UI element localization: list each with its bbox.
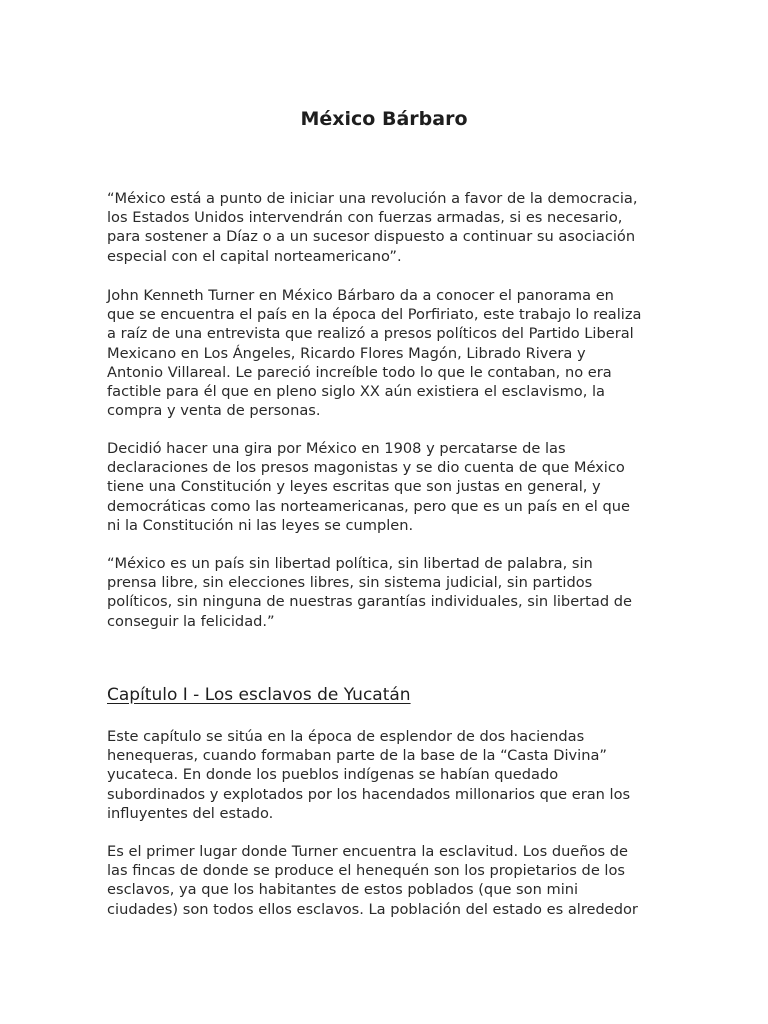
document-title: México Bárbaro bbox=[300, 108, 468, 130]
chapter-heading: Capítulo I - Los esclavos de Yucatán bbox=[107, 685, 411, 705]
paragraph-chapter-slavery: Es el primer lugar donde Turner encuentra la esclavitud. Los dueños de las fincas de donde se produce el henequén son los propietarios de los esclavos, ya que los habitantes de estos poblados (que son mini ciudades) son todos ellos esclavos. La población del estado es alrededor bbox=[107, 843, 638, 918]
paragraph-turner-intro: John Kenneth Turner en México Bárbaro da a conocer el panorama en que se encuentra el país en la época del Porfiriato, este trabajo lo realiza a raíz de una entrevista que realizó a presos políticos del Partido Liberal Mexicano en Los Ángeles, Ricardo Flores Magón, Librado Rivera y Antonio Villareal. Le pareció increíble todo lo que le contaban, no era factible para él que en pleno siglo XX aún existiera el esclavismo, la compra y venta de personas. bbox=[107, 287, 642, 420]
paragraph-chapter-context: Este capítulo se sitúa en la época de esplendor de dos haciendas henequeras, cuando formaban parte de la base de la “Casta Divina” yucateca. En donde los pueblos indígenas se habían quedado subordinados y explotados por los hacendados millonarios que eran los influyentes del estado. bbox=[107, 728, 631, 822]
paragraph-quote-freedom: “México es un país sin libertad política, sin libertad de palabra, sin prensa libre, sin elecciones libres, sin sistema judicial, sin partidos políticos, sin ninguna de nuestras garantías individuales, sin libertad de conseguir la felicidad.” bbox=[107, 555, 632, 630]
paragraph-quote-revolution: “México está a punto de iniciar una revolución a favor de la democracia, los Estados Unidos intervendrán con fuerzas armadas, si es necesario, para sostener a Díaz o a un sucesor dispuesto a continuar su asociación especial con el capital norteamericano”. bbox=[107, 190, 638, 265]
paragraph-tour-1908: Decidió hacer una gira por México en 1908 y percatarse de las declaraciones de los presos magonistas y se dio cuenta de que México tiene una Constitución y leyes escritas que son justas en general, y democráticas como las norteamericanas, pero que es un país en el que ni la Constitución ni las leyes se cumplen. bbox=[107, 440, 630, 534]
